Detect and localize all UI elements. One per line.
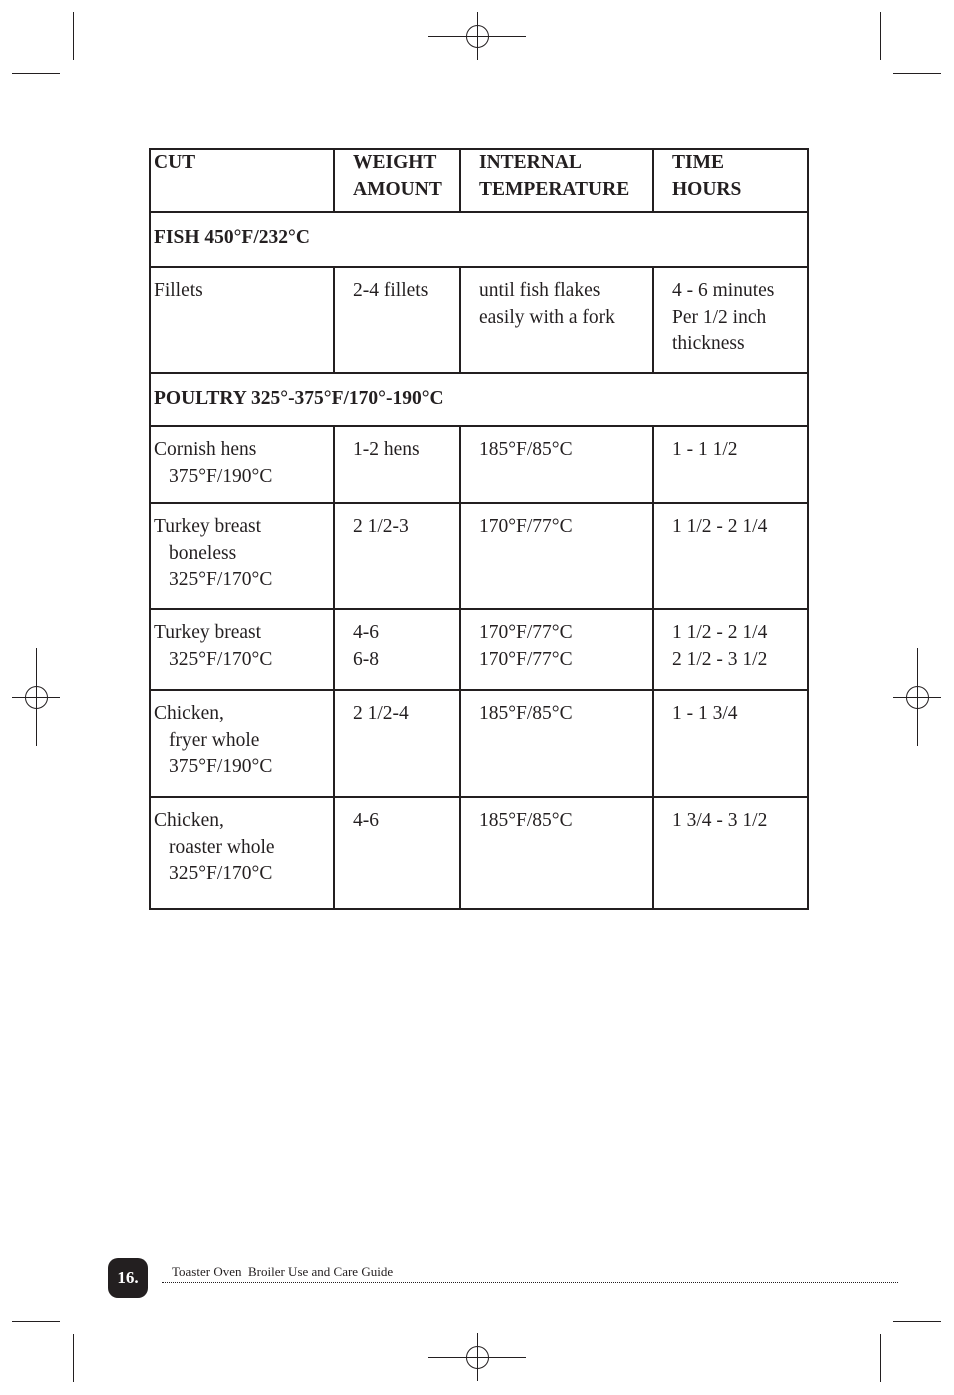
table-row (150, 267, 808, 373)
header-line: HOURS (672, 178, 742, 200)
cell-line: 185°F/85°C (479, 810, 573, 831)
cell-line: fryer whole (169, 729, 260, 751)
section-header-row (150, 212, 808, 267)
header-line: WEIGHT (353, 152, 437, 173)
table-row (150, 426, 808, 503)
cell-time (653, 503, 808, 609)
cell-time (653, 797, 808, 909)
cell-line: 2 1/2 - 3 1/2 (672, 648, 768, 670)
cell-cut (150, 503, 334, 609)
header-line: AMOUNT (353, 178, 442, 200)
cell-cut (150, 797, 334, 909)
cell-line: 1 - 1 1/2 (672, 439, 738, 460)
crop-mark-bottom-right-v (880, 1334, 881, 1382)
cell-time (653, 426, 808, 503)
header-cut (150, 149, 334, 212)
cell-line: 1 1/2 - 2 1/4 (672, 622, 768, 643)
header-lines (479, 150, 652, 203)
header-line: TIME (672, 152, 725, 173)
crop-mark-bottom-left-v (73, 1334, 74, 1382)
cell-line: thickness (672, 333, 745, 354)
table-row (150, 797, 808, 909)
crop-mark-top-left-h (12, 73, 60, 74)
page-number: 16. (117, 1268, 139, 1287)
cell-line: Cornish hens (154, 439, 257, 460)
section-title: FISH 450°F/232°C (150, 212, 808, 267)
header-internal-temperature (460, 149, 653, 212)
crop-mark-bottom-left-h (12, 1321, 60, 1322)
cell-line: 1 1/2 - 2 1/4 (672, 516, 768, 537)
cell-weight (334, 690, 460, 797)
cell-line: 1 - 1 3/4 (672, 703, 738, 724)
cell-temp (460, 797, 653, 909)
table-row (150, 690, 808, 797)
cell-line: roaster whole (169, 836, 275, 858)
cell-line: 4-6 (353, 810, 379, 831)
cell-line: until fish flakes (479, 280, 601, 301)
table-row (150, 503, 808, 609)
cell-line: Fillets (154, 280, 203, 301)
cell-line: 4-6 (353, 622, 379, 643)
cell-line: easily with a fork (479, 306, 615, 328)
crop-mark-top-right-v (880, 12, 881, 60)
cell-line: Chicken, (154, 703, 224, 724)
header-lines (672, 150, 807, 203)
table-body (150, 212, 808, 909)
cell-line: Chicken, (154, 810, 224, 831)
cell-cut (150, 267, 334, 373)
cell-line: 4 - 6 minutes (672, 280, 775, 301)
cell-line: 375°F/190°C (169, 756, 273, 777)
header-weight (334, 149, 460, 212)
header-line: CUT (154, 152, 196, 173)
crop-mark-top-left-v (73, 12, 74, 60)
cell-line: 1 3/4 - 3 1/2 (672, 810, 768, 831)
cell-temp (460, 609, 653, 690)
cell-line: 375°F/190°C (169, 465, 273, 487)
cell-weight (334, 503, 460, 609)
cell-temp (460, 690, 653, 797)
cell-temp (460, 503, 653, 609)
cell-line: 325°F/170°C (169, 569, 273, 590)
cell-line: 170°F/77°C (479, 622, 573, 643)
cell-line: Turkey breast (154, 622, 262, 643)
cell-line: 2-4 fillets (353, 280, 429, 301)
section-header-row (150, 373, 808, 426)
page-number-badge (108, 1258, 148, 1298)
cell-time (653, 690, 808, 797)
cell-line: 170°F/77°C (479, 648, 573, 670)
header-line: TEMPERATURE (479, 178, 630, 200)
cell-line: Turkey breast (154, 516, 262, 537)
cell-weight (334, 609, 460, 690)
crop-mark-bottom-right-h (893, 1321, 941, 1322)
table-header-row (150, 149, 808, 212)
header-line: INTERNAL (479, 152, 582, 173)
cell-cut (150, 690, 334, 797)
header-time (653, 149, 808, 212)
roasting-chart-table (149, 148, 809, 910)
guide-title: Toaster Oven Broiler Use and Care Guide (172, 1264, 394, 1279)
cell-time (653, 267, 808, 373)
cell-temp (460, 267, 653, 373)
section-title: POULTRY 325°-375°F/170°-190°C (150, 373, 808, 426)
cell-temp (460, 426, 653, 503)
crop-mark-top-right-h (893, 73, 941, 74)
cell-weight (334, 267, 460, 373)
cell-line: Per 1/2 inch (672, 306, 767, 328)
cell-line: 185°F/85°C (479, 703, 573, 724)
cell-line: 1-2 hens (353, 439, 420, 460)
cell-line: 2 1/2-4 (353, 703, 409, 724)
header-lines (353, 150, 459, 203)
cell-cut (150, 609, 334, 690)
cell-line: 325°F/170°C (169, 863, 273, 884)
cell-weight (334, 426, 460, 503)
cell-line: 185°F/85°C (479, 439, 573, 460)
cell-line: 6-8 (353, 648, 379, 670)
cell-cut (150, 426, 334, 503)
dotted-rule (162, 1282, 898, 1283)
cell-time (653, 609, 808, 690)
table-row (150, 609, 808, 690)
cell-line: 325°F/170°C (169, 648, 273, 670)
cell-line: boneless (169, 542, 237, 564)
cell-line: 170°F/77°C (479, 516, 573, 537)
cell-weight (334, 797, 460, 909)
cell-line: 2 1/2-3 (353, 516, 409, 537)
